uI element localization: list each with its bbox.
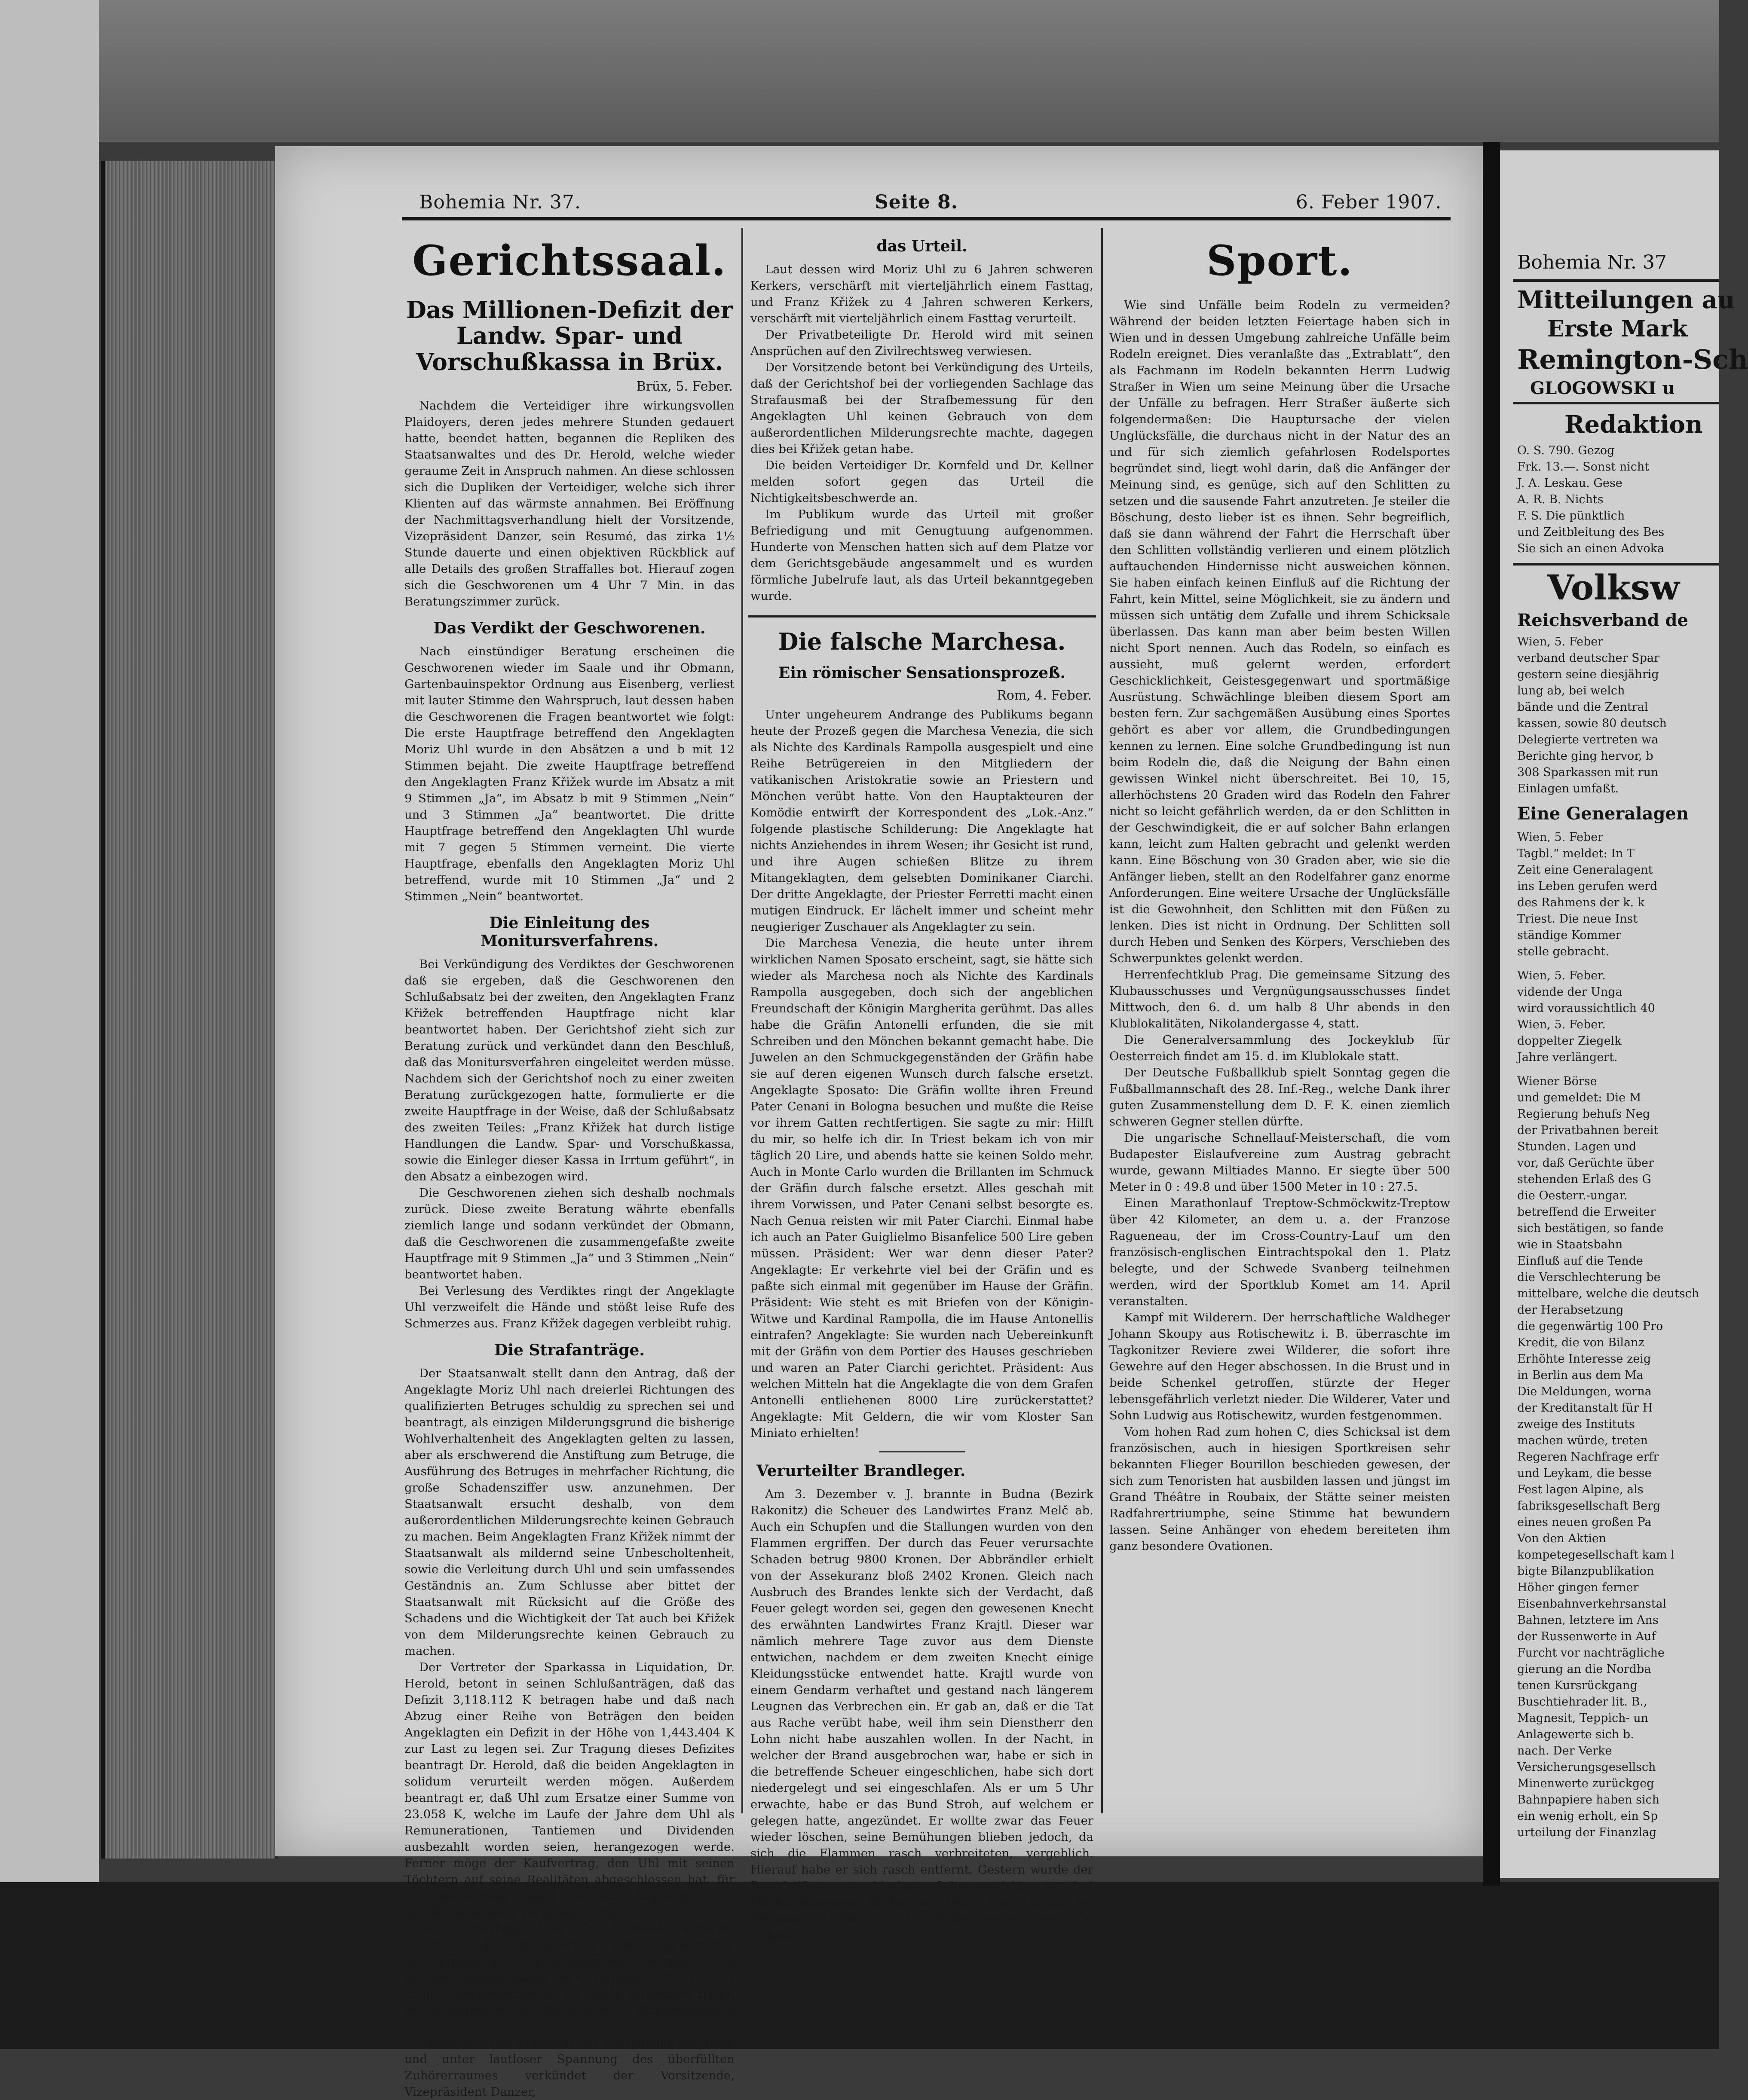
paragraph: Die Geschworenen ziehen sich deshalb nochmals zurück. Diese zweite Beratung währte ebenfalls ziemlich lange und sodann verkündet der Obmann, daß die Geschworenen die zusammengefaßte zweite Hauptfrage mit 9 Stimmen „Ja“ und 3 Stimmen „Nein“ beantwortet haben.: [404, 1186, 735, 1282]
page-header-date: 6. Feber 1907.: [1296, 191, 1442, 213]
paragraph: Nach einstündiger Beratung erscheinen die Geschworenen wieder im Saale und ihr Obmann, Gartenbauinspektor Ordnung aus Eisenberg, verliest mit lauter Stimme den Wahrspruch, laut dessen haben die Geschworenen die Fragen beantwortet wie folgt: Die erste Hauptfrage betreffend den Angeklagten Moriz Uhl wurde in den Absätzen a und b mit 12 Stimmen bejaht. Die zweite Hauptfrage betreffend den Angeklagten Franz Křižek wurde im Absatz a mit 9 Stimmen „Ja“, im Absatz b mit 9 Stimmen „Nein“ und 3 Stimmen „Ja“ beantwortet. Die dritte Hauptfrage betreffend den Angeklagten Uhl wurde mit 7 gegen 5 Stimmen verneint. Die vierte Hauptfrage, ebenfalls den Angeklagten Moriz Uhl betreffend, wurde mit 10 Stimmen „Ja“ und 2 Stimmen „Nein“ beantwortet.: [404, 645, 735, 904]
column-rule: [1101, 228, 1103, 1813]
adjacent-headline: Mitteilungen au: [1517, 286, 1735, 314]
column-rule: [741, 228, 743, 1813]
paragraph: Vom hohen Rad zum hohen C, dies Schicksal ist dem französischen, auch in hiesigen Sportkreisen sehr bekannten Flieger Bourillon beschieden gewesen, der sich zum Tenoristen hat ausbilden lassen und jüngst im Grand Théâtre in Roubaix, der Stätte seiner meisten Radfahrertriumphe, seine Stimme hat bewundern lassen. Seine Anhänger von ehedem bereiteten ihm ganz besondere Ovationen.: [1109, 1425, 1450, 1553]
article-divider: [748, 615, 1096, 617]
background-top: [0, 0, 1719, 142]
paragraph: Nachdem die Verteidiger ihre wirkungsvollen Plaidoyers, deren jedes mehrere Stunden gedauert hatte, beendet hatten, begannen die Repliken des Staatsanwaltes und des Dr. Herold, welche wieder geraume Zeit in Anspruch nahmen. An diese schlossen sich die Dupliken der Verteidiger, welche sich ihrer Klienten auf das wärmste annahmen. Bei Eröffnung der Nachmittagsverhandlung hielt der Vorsitzende, Vizepräsident Danzer, sein Resumé, das zirka 1½ Stunde dauerte und einen objektiven Rückblick auf alle Details des großen Straffalles bot. Hierauf zogen sich die Geschworenen um 4 Uhr 7 Min. in das Beratungszimmer zurück.: [404, 399, 735, 609]
paragraph: Die Marchesa Venezia, die heute unter ihrem wirklichen Namen Sposato erscheint, sagt, sie hätte sich wieder als Marchesa noch als Nichte des Kardinals Rampolla ausgegeben, doch sich der angeblichen Freundschaft der Königin Margherita gerühmt. Das alles habe die Gräfin Antonelli erfunden, die sie mit Schreiben und den Mönchen bekannt gemacht habe. Die Juwelen an den Schmuckgegenständen der Gräfin habe sie auf deren eigenen Wunsch durch falsche ersetzt. Angeklagte Sposato: Die Gräfin wollte ihren Freund Pater Cenani in Bologna besuchen und mußte die Reise vor ihrem Gatten rechtfertigen. Sie sagte zu mir: Hilft du mir, so helfe ich dir. In Triest bekam ich von mir täglich 20 Lire, und abends hatte sie keinen Soldo mehr. Auch in Monte Carlo wurden die Brillanten im Schmuck der Gräfin durch falsche ersetzt. Alles geschah mit ihrem Vorwissen, und Pater Cenani selbst besorgte es. Nach Genua reisten wir mit Pater Ciarchi. Einmal habe ich auch an Pater Guiglielmo Bisanfelice 500 Lire geben müssen. Präsident: Wer war denn dieser Pater? Angeklagte: Er verkehrte viel bei der Gräfin und es paßte sich einmal mit gegenüber im Hause der Gräfin. Präsident: Wie steht es mit Briefen von der Königin-Witwe und Kardinal Rampolla, die im Hause Antonellis eintrafen? Angeklagte: Sie wurden nach Uebereinkunft mit der Gräfin von dem Portier des Hauses geschrieben und waren an Pater Ciarchi gerichtet. Präsident: Aus welchen Mitteln hat die Angeklagte die von dem Grafen Antonelli entliehenen 8000 Lire zurückerstattet? Angeklagte: Mit Geldern, die wir vom Kloster San Miniato erhielten!: [750, 936, 1093, 1440]
paragraph: Am 3. Dezember v. J. brannte in Budna (Bezirk Rakonitz) die Scheuer des Landwirtes Franz Melč ab. Auch ein Schupfen und die Stallungen wurden von den Flammen ergriffen. Der durch das Feuer verursachte Schaden betrug 9800 Kronen. Der Abbrändler erhielt von der Assekuranz bloß 2402 Kronen. Gleich nach Ausbruch des Brandes lenkte sich der Verdacht, daß Feuer gelegt worden sei, gegen den gewesenen Knecht des erwähnten Landwirtes Franz Krajtl. Dieser war nämlich mehrere Tage zuvor aus dem Dienste entwichen, nachdem er dem zweiten Knecht einige Kleidungsstücke entwendet hatte. Krajtl wurde von einem Gendarm verhaftet und gestand nach längerem Leugnen das Verbrechen ein. Er gab an, daß er die Tat aus Rache verübt habe, weil ihm sein Dienstherr den Lohn nicht habe auszahlen wollen. In der Nacht, in welcher der Brand ausgebrochen war, habe er sich in die betreffende Scheuer eingeschlichen, habe sich dort niedergelegt und sei eingeschlafen. Als er um 5 Uhr erwachte, habe er das Bund Stroh, auf welchem er gelegen hatte, angezündet. Er wollte zwar das Feuer wieder löschen, seine Bemühungen blieben jedoch, da sich die Flammen rasch verbreiteten, vergeblich. Hierauf habe er sich rasch entfernt. Gestern wurde der Brandstifter vom hiesigen Schwurgerichte zu drei Jahren schweren Kerker verurteilt. Den Vorsitz der Verhandlung führte Herr Straflandesgerichtsrat Dr. Dokaun.: [750, 1487, 1093, 1942]
adjacent-headline: Volksw: [1547, 567, 1680, 608]
book-spine: [101, 161, 278, 1859]
adjacent-headline: Redaktion: [1564, 410, 1703, 439]
article-divider: [879, 1451, 965, 1452]
adjacent-page-header: Bohemia Nr. 37: [1517, 251, 1667, 273]
adjacent-subheading: Eine Generalagen: [1517, 804, 1689, 824]
subheading: Die Einleitung des Monitursverfahrens.: [480, 914, 659, 951]
paragraph: Gegen 9¼ Uhr erscheint der Gerichtshof im Saale und unter lautloser Spannung des überfüllten Zuhörerraumes verkündet der Vorsitzende, Vizepräsident Danzer,: [404, 2036, 735, 2099]
article-dateline: Brüx, 5. Feber.: [636, 379, 733, 394]
adjacent-text: O. S. 790. Gezog Frk. 13.—. Sonst nicht J. A. Leskau. Gese A. R. B. Nichts F. S. Die pünktlich und Zeitbleitung des Bes Sie sich an einen Advoka: [1517, 444, 1665, 555]
subheading: das Urteil.: [876, 237, 967, 255]
paragraph: Der Vertreter der Sparkassa in Liquidation, Dr. Herold, betont in seinen Schlußanträgen, daß das Defizit 3,118.112 K betragen habe und daß nach Abzug einer Reihe von Beträgen den beiden Angeklagten ein Defizit in der Höhe von 1,443.404 K zur Last zu legen sei. Zur Tragung dieses Defizites beantragt Dr. Herold, daß die beiden Angeklagten in solidum verurteilt werden mögen. Außerdem beantragt er, daß Uhl zum Ersatze einer Summe von 23.058 K, welche im Laufe der Jahre dem Uhl als Remunerationen, Tantiemen und Dividenden ausbezahlt worden seien, herangezogen werde. Ferner möge der Kaufvertrag, den Uhl mit seinen Töchtern auf seine Realitäten abgeschlossen hat, für null und nichtig erklärt und beide Angeklagte zum Strafkostenersatze verurteilt werden.: [404, 1660, 735, 1920]
section-title-court: Gerichtssaal.: [412, 236, 727, 285]
paragraph: Herrenfechtklub Prag. Die gemeinsame Sitzung des Klubausschusses und Vergnügungsausschusses findet Mittwoch, den 6. d. um halb 8 Uhr abends in den Klublokalitäten, Nikolandergasse 4, statt.: [1109, 968, 1450, 1030]
paragraph: Laut dessen wird Moriz Uhl zu 6 Jahren schweren Kerkers, verschärft mit vierteljährlich einem Fasttag, und Franz Křižek zu 4 Jahren schweren Kerkers, verschärft mit vierteljährlich einem Fasttag verurteilt.: [750, 263, 1093, 325]
column-verdict: [748, 228, 1096, 1942]
article-headline: Die falsche Marchesa.: [778, 628, 1066, 655]
background-left: [0, 0, 99, 2049]
page-header-page-number: Seite 8.: [875, 191, 958, 213]
paragraph: Die beiden Verteidiger Dr. Kornfeld und Dr. Kellner melden sofort gegen das Urteil die Nichtigkeitsbeschwerde an.: [750, 459, 1093, 505]
adjacent-subheading: Reichsverband de: [1517, 610, 1688, 630]
paragraph: Bei Verlesung des Verdiktes ringt der Angeklagte Uhl verzweifelt die Hände und stößt leise Rufe des Schmerzes aus. Franz Křižek dagegen verbleibt ruhig.: [404, 1284, 735, 1331]
book-gutter: [1483, 142, 1500, 1886]
column-court: [402, 228, 737, 2099]
paragraph: Der Vorsitzende betont bei Verkündigung des Urteils, daß der Gerichtshof bei der vorliegenden Sachlage das Strafausmaß bei der Strafbemessung für den Angeklagten Uhl keinen Gebrauch von dem außerordentlichen Milderungsrechte machte, dagegen dies bei Křižek getan habe.: [750, 361, 1093, 456]
adjacent-header-rule: [1513, 279, 1719, 282]
paragraph: Einen Marathonlauf Treptow-Schmöckwitz-Treptow über 42 Kilometer, an dem u. a. der Franzose Ragueneau, der im Cross-Country-Lauf um den französisch-englischen Eintrachtspokal den 1. Platz belegte, und der Schwede Svanberg teilnehmen werden, wird der Sportklub Komet am 14. April veranstalten.: [1109, 1196, 1450, 1308]
subheading: Verurteilter Brandleger.: [756, 1462, 966, 1480]
paragraph: Im Publikum wurde das Urteil mit großer Befriedigung und mit Genugtuung aufgenommen. Hunderte von Menschen hatten sich auf dem Platze vor dem Gerichtsgebäude angesammelt und es wurden förmliche Jubelrufe laut, als das Urteil bekanntgegeben wurde.: [750, 507, 1093, 603]
adjacent-text: Wien, 5. Feber Tagbl.“ meldet: In T Zeit eine Generalagent ins Leben gerufen werd des Rahmens der k. k Triest. Die neue Inst ständige Kommer stelle gebracht. Wien, 5. Feber. vidende der Unga wird voraussichtlich 40 Wien, 5. Feber. doppelter Ziegelk Jahre verlängert. Wiener Börse und gemeldet: Die M Regierung behufs Neg der Privatbahnen bereit Stunden. Lagen und vor, daß Gerüchte über stehenden Erlaß des G die Oesterr.-ungar. betreffend die Erweiter sich bestätigen, so fande wie in Staatsbahn Einfluß auf die Tende die Verschlechterung be mittelbare, welche die deutsch der Herabsetzung die gegenwärtig 100 Pro Kredit, die von Bilanz Erhöhte Interesse zeig in Berlin aus dem Ma Die Meldungen, worna der Kreditanstalt für H zweige des Instituts machen würde, treten Regeren Nachfrage erfr und Leykam, die besse Fest lagen Alpine, als fabriksgesellschaft Berg eines neuen großen Pa Von den Aktien kompetegesellschaft kam l bigte Bilanzpublikation Höher gingen ferner Eisenbahnverkehrsanstal Bahnen, letztere im Ans der Russenwerte in Auf Furcht vor nachträgliche gierung an die Nordba tenen Kursrückgang Buschtiehrader lit. B., Magnesit, Teppich- un Anlagewerte sich b. nach. Der Verke Versicherungsgesellsch Minenwerte zurückgeg Bahnpapiere haben sich ein wenig erholt, ein Sp urteilung der Finanzlag: [1517, 831, 1699, 1839]
paragraph: Bei Verkündigung des Verdiktes der Geschworenen daß sie ergeben, daß die Geschworenen den Schlußabsatz bei der zweiten, den Angeklagten Franz Křižek betreffenden Hauptfrage nicht klar beantwortet haben. Der Gerichtshof zieht sich zur Beratung zurück und verkündet dann den Beschluß, daß das Monitursverfahren eingeleitet werden müsse. Nachdem sich der Gerichtshof noch zu einer zweiten Beratung zurückgezogen hatte, formulierte er die zweite Hauptfrage in der Weise, daß der Schlußabsatz des zweiten Teiles: „Franz Křižek hat durch listige Handlungen die Landw. Spar- und Vorschußkassa, sowie die Einleger dieser Kassa in Irrtum geführt“, in den Absatz a einbezogen wird.: [404, 957, 735, 1184]
paragraph: Der Verteidiger Uhls Dr. Kornfeld bekämpft einerseits die Annullierung der Kaufverträge, andererseits die vom Staatsanwalte vorgebrachten Erschwerungsumstände und verlangt Uhl, die bis lange Untersuchungshaft vor. Beide Verteidiger treten mit bewegten Worten für eine milde Strafbemessung ein.: [404, 1922, 735, 2034]
paragraph: Unter ungeheurem Andrange des Publikums begann heute der Prozeß gegen die Marchesa Venezia, die sich als Nichte des Kardinals Rampolla ausgespielt und eine Reihe Betrügereien in den Mitgliedern der vatikanischen Aristokratie sowie an Priestern und Mönchen verübt hatte. Von den Hauptakteuren der Komödie entwirft der Korrespondent des „Lok.-Anz.“ folgende plastische Schilderung: Die Angeklagte hat nichts Anziehendes in ihrem Wesen; ihr Gesicht ist rund, und ihre Augen schießen Blitze zu ihrem Mitangeklagten, dem gelsebten Dominikaner Ciarchi. Der dritte Angeklagte, der Priester Ferretti macht einen mutigen Eindruck. Er lächelt immer und scheint mehr neugieriger Zuschauer als Angeklagter zu sein.: [750, 708, 1093, 934]
adjacent-text: Wien, 5. Feber verband deutscher Spar gestern seine diesjährig lung ab, bei welch bände und die Zentral kassen, sowie 80 deutsch Delegierte vertreten wa Berichte ging hervor, b 308 Sparkassen mit run Einlagen umfaßt.: [1517, 635, 1667, 795]
section-title-sport: Sport.: [1206, 236, 1353, 285]
adjacent-rule: [1513, 563, 1719, 566]
article-headline: Das Millionen-Defizit der Landw. Spar- und Vorschußkassa in Brüx.: [406, 296, 733, 376]
paragraph: Die ungarische Schnellauf-Meisterschaft, die vom Budapester Eislaufvereine zum Austrag gebracht wurde, gewann Miltiades Manno. Er siegte über 500 Meter in 0 : 49.8 und über 1500 Meter in 10 : 27.5.: [1109, 1131, 1450, 1194]
paragraph: Kampf mit Wilderern. Der herrschaftliche Waldheger Johann Skoupy aus Rotischewitz i. B. überraschte im Tagkonitzer Reviere zwei Wilderer, die sofort ihre Gewehre auf den Heger abschossen. In die Brust und in beide Schenkel getroffen, stürzte der Heger lebensgefährlich verletzt nieder. Die Wilderer, Vater und Sohn Ludwig aus Rotischewitz, wurden festgenommen.: [1109, 1311, 1450, 1422]
article-dateline: Rom, 4. Feber.: [997, 688, 1092, 703]
subheading: Ein römischer Sensationsprozeß.: [778, 664, 1066, 682]
paragraph: Die Generalversammlung des Jockeyklub für Oesterreich findet am 15. d. im Klublokale statt.: [1109, 1033, 1450, 1063]
adjacent-headline: GLOGOWSKI u: [1530, 378, 1675, 398]
adjacent-headline: Erste Mark: [1547, 316, 1688, 342]
paragraph: Wie sind Unfälle beim Rodeln zu vermeiden? Während der beiden letzten Feiertage haben sich in Wien und in dessen Umgebung zahlreiche Unfälle beim Rodeln ereignet. Dies veranlaßte das „Extrablatt“, den als Fachmann im Rodeln bekannten Herrn Ludwig Straßer in Wien um seine Meinung über die Ursache der Unfälle zu befragen. Herr Straßer äußerte sich folgendermaßen: Die Hauptursache der vielen Unglücksfälle, die durchaus nicht in der Natur des an und für sich ziemlich gefahrlosen Rodelsportes begründet sind, liegt wohl darin, daß die Anfänger der Meinung sind, es genüge, sich auf den Schlitten zu setzen und die sausende Fahrt anzutreten. Je steiler die Böschung, desto lieber ist es ihnen. Sehr begreiflich, daß sie dann während der Fahrt die Herrschaft über den Schlitten vollständig verlieren und einem plötzlich auftauchenden Hindernisse nicht ausweichen können. Sie haben einfach keinen Einfluß auf die Richtung der Fahrt, kein Mittel, seine Möglichkeit, sie zu ändern und müssen sich untätig dem Zufalle und ihrem Schicksale überlassen. Das kann man aber beim besten Willen nicht Sport nennen. Auch das Rodeln, so einfach es aussieht, muß gelernt werden, erfordert Geschicklichkeit, Geistesgegenwart und sportmäßige Ausrüstung. Schwächlinge bleiben diesem Sport am besten fern. Zur sachgemäßen Ausübung eines Sportes gehört es aber vor allem, die Grundbedingungen kennen zu lernen. Eine solche Grundbedingung ist nun beim Rodeln die, daß die Neigung der Bahn einen gewissen Winkel nicht überschreitet. Bei 10, 15, allerhöchstens 20 Graden wird das Rodeln den Fahrer nicht so leicht gefährlich werden, da er den Schlitten in der Geschwindigkeit, die er auf solcher Bahn erlangen kann, leicht zum Halten gebracht und gelenkt werden kann. Eine Böschung von 30 Graden aber, wie sie die Anfänger lieben, stellt an den Rodelfahrer ganz enorme Anforderungen. Eine weitere Ursache der Unglücksfälle ist die Gewohnheit, den Schlitten mit den Füßen zu lenken. Dies ist nicht in Ordnung. Der Schlitten soll durch Heben und Senken des Körpers, Verschieben des Schwerpunktes gelenkt werden.: [1109, 298, 1450, 965]
paragraph: Der Staatsanwalt stellt dann den Antrag, daß der Angeklagte Moriz Uhl nach dreierlei Richtungen des qualifizierten Betruges schuldig zu sprechen sei und beantragt, als einzigen Milderungsgrund die bisherige Wohlverhaltenheit des Angeklagten gelten zu lassen, aber als erschwerend die Anstiftung zum Betruge, die Ausführung des Betruges in mehrfacher Richtung, die große Schadensziffer usw. anzunehmen. Der Staatsanwalt ersucht deshalb, von dem außerordentlichen Milderungsrechte keinen Gebrauch zu machen. Beim Angeklagten Franz Křižek nimmt der Staatsanwalt als mildernd seine Unbescholtenheit, sowie die Verleitung durch Uhl und sein umfassendes Geständnis an. Zum Schlusse aber bittet der Staatsanwalt mit Rücksicht auf die Größe des Schadens und die Wichtigkeit der Tat auch bei Křižek von dem Milderungsrechte keinen Gebrauch zu machen.: [404, 1366, 735, 1658]
subheading: Das Verdikt der Geschworenen.: [433, 619, 706, 638]
page-header-issue: Bohemia Nr. 37.: [419, 191, 581, 213]
header-rule: [402, 217, 1451, 220]
column-sport: [1107, 228, 1453, 1813]
adjacent-rule: [1513, 402, 1719, 404]
paragraph: Der Privatbeteiligte Dr. Herold wird mit seinen Ansprüchen auf den Zivilrechtsweg verwiesen.: [750, 328, 1093, 358]
subheading: Die Strafanträge.: [494, 1341, 645, 1360]
adjacent-headline: Remington-Sch: [1517, 344, 1748, 375]
paragraph: Der Deutsche Fußballklub spielt Sonntag gegen die Fußballmannschaft des 28. Inf.-Reg., welche Dank ihrer guten Zusammenstellung dem D. F. K. einen ziemlich schweren Gegner stellen dürfte.: [1109, 1066, 1450, 1128]
